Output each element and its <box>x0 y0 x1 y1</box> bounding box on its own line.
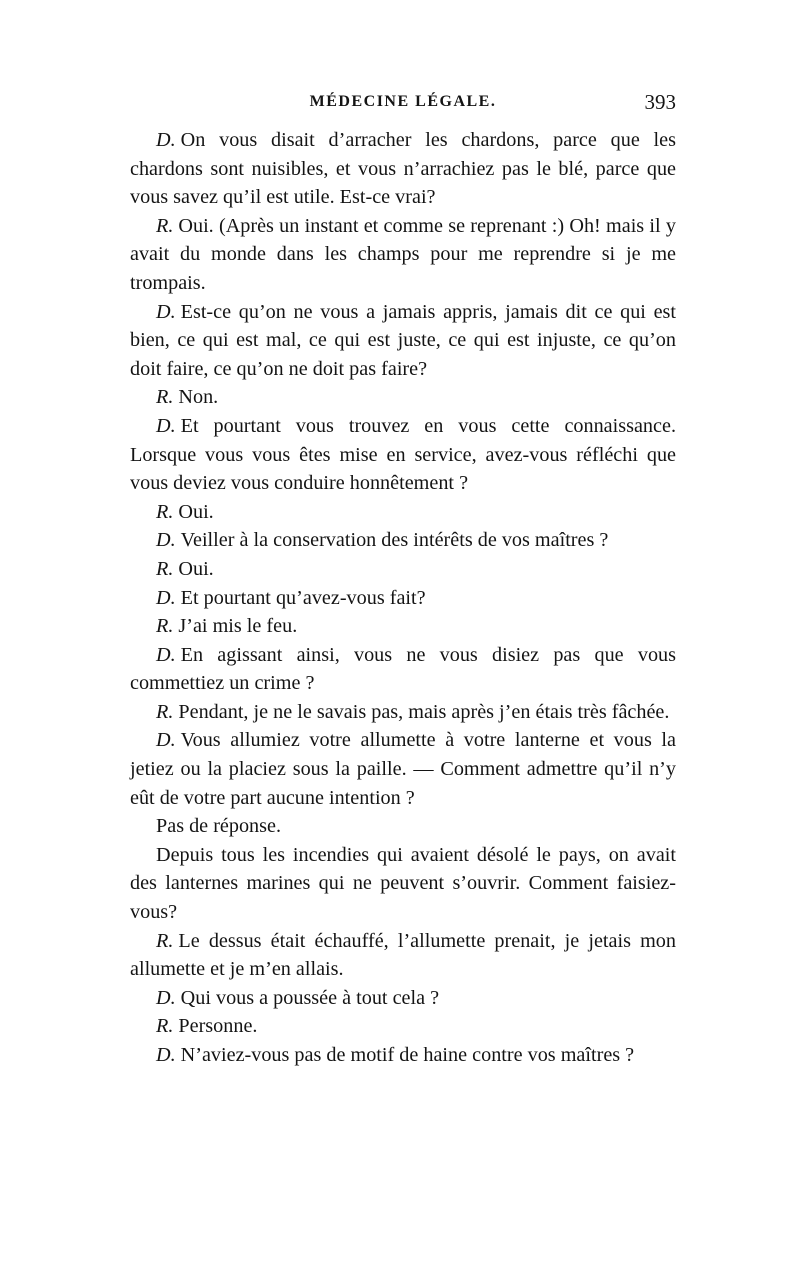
paragraph-text: Et pourtant vous trouvez en vous cette connaissance. Lorsque vous vous êtes mise en service, avez-vous réfléchi que vous deviez vous conduire honnêtement ? <box>130 414 676 495</box>
speaker-label: D. <box>156 529 176 552</box>
speaker-label: R. <box>156 386 174 409</box>
speaker-label: R. <box>156 1015 174 1038</box>
dialogue-paragraph <box>130 584 676 613</box>
dialogue-paragraph <box>130 1012 676 1041</box>
paragraph-text: Le dessus était échauffé, l’allumette prenait, je jetais mon allumette et je m’en allais. <box>130 929 676 981</box>
dialogue-paragraph <box>130 1041 676 1070</box>
dialogue-paragraph <box>130 212 676 298</box>
speaker-label: D. <box>156 1044 176 1066</box>
paragraph-text: Personne. <box>178 1015 258 1038</box>
dialogue-paragraph <box>130 927 676 984</box>
speaker-label: D. <box>156 586 176 609</box>
speaker-label: D. <box>156 729 176 752</box>
page-number: 393 <box>644 90 676 114</box>
paragraph-text: Non. <box>178 386 219 409</box>
paragraph-text: Veiller à la conservation des intérêts de vos maîtres ? <box>180 529 609 552</box>
paragraph-text: Vous allumiez votre allumette à votre lanterne et vous la jetiez ou la placiez sous la paille. — Comment admettre qu’il n’y eût de votre part aucune intention ? <box>130 729 676 809</box>
paragraph-text: On vous disait d’arracher les chardons, parce que les chardons sont nuisibles, et vous n’arrachiez pas le blé, parce que vous savez qu’il est utile. Est-ce vrai? <box>130 129 676 209</box>
speaker-label: D. <box>156 414 176 437</box>
speaker-label: R. <box>156 700 174 723</box>
speaker-label: D. <box>156 986 176 1009</box>
paragraph-text: Est-ce qu’on ne vous a jamais appris, jamais dit ce qui est bien, ce qui est mal, ce qui est juste, ce qui est injuste, ce qu’on doit faire, ce qu’on ne doit pas faire? <box>130 300 676 380</box>
page-header <box>130 90 676 119</box>
paragraph-text: En agissant ainsi, vous ne vous disiez pas que vous commettiez un crime ? <box>130 643 676 695</box>
paragraph-text: Et pourtant qu’avez-vous fait? <box>180 586 426 609</box>
narration-paragraph <box>130 841 676 927</box>
dialogue-paragraph <box>130 498 676 527</box>
dialogue-paragraph <box>130 726 676 812</box>
speaker-label: D. <box>156 300 176 323</box>
dialogue-paragraph <box>130 383 676 412</box>
paragraph-text: Oui. <box>178 500 214 523</box>
speaker-label: R. <box>156 615 174 638</box>
speaker-label: R. <box>156 214 174 237</box>
speaker-label: R. <box>156 500 174 523</box>
paragraph-text: Depuis tous les incendies qui avaient désolé le pays, on avait des lanternes marines qui ne peuvent s’ouvrir. Comment faisiez-vous? <box>130 843 676 924</box>
dialogue-paragraph <box>130 984 676 1013</box>
dialogue-paragraph <box>130 698 676 727</box>
speaker-label: R. <box>156 557 174 580</box>
dialogue-paragraph <box>130 412 676 498</box>
paragraph-text: Qui vous a poussée à tout cela ? <box>180 986 440 1009</box>
dialogue-paragraph <box>130 612 676 641</box>
paragraph-text: Pendant, je ne le savais pas, mais après j’en étais très fâchée. <box>178 700 670 723</box>
speaker-label: D. <box>156 129 176 151</box>
speaker-label: D. <box>156 643 176 666</box>
page-body <box>130 126 676 1070</box>
paragraph-text: Pas de réponse. <box>156 815 282 838</box>
paragraph-text: N’aviez-vous pas de motif de haine contre vos maîtres ? <box>180 1044 635 1066</box>
paragraph-text: Oui. <box>178 557 214 580</box>
running-title: MÉDECINE LÉGALE. <box>309 93 497 110</box>
dialogue-paragraph <box>130 526 676 555</box>
narration-paragraph <box>130 812 676 841</box>
speaker-label: R. <box>156 929 174 952</box>
dialogue-paragraph <box>130 555 676 584</box>
paragraph-text: Oui. (Après un instant et comme se reprenant :) Oh! mais il y avait du monde dans les champs pour me reprendre si je me trompais. <box>130 214 676 294</box>
dialogue-paragraph <box>130 298 676 384</box>
paragraph-text: J’ai mis le feu. <box>178 615 298 638</box>
dialogue-paragraph <box>130 126 676 212</box>
dialogue-paragraph <box>130 641 676 698</box>
